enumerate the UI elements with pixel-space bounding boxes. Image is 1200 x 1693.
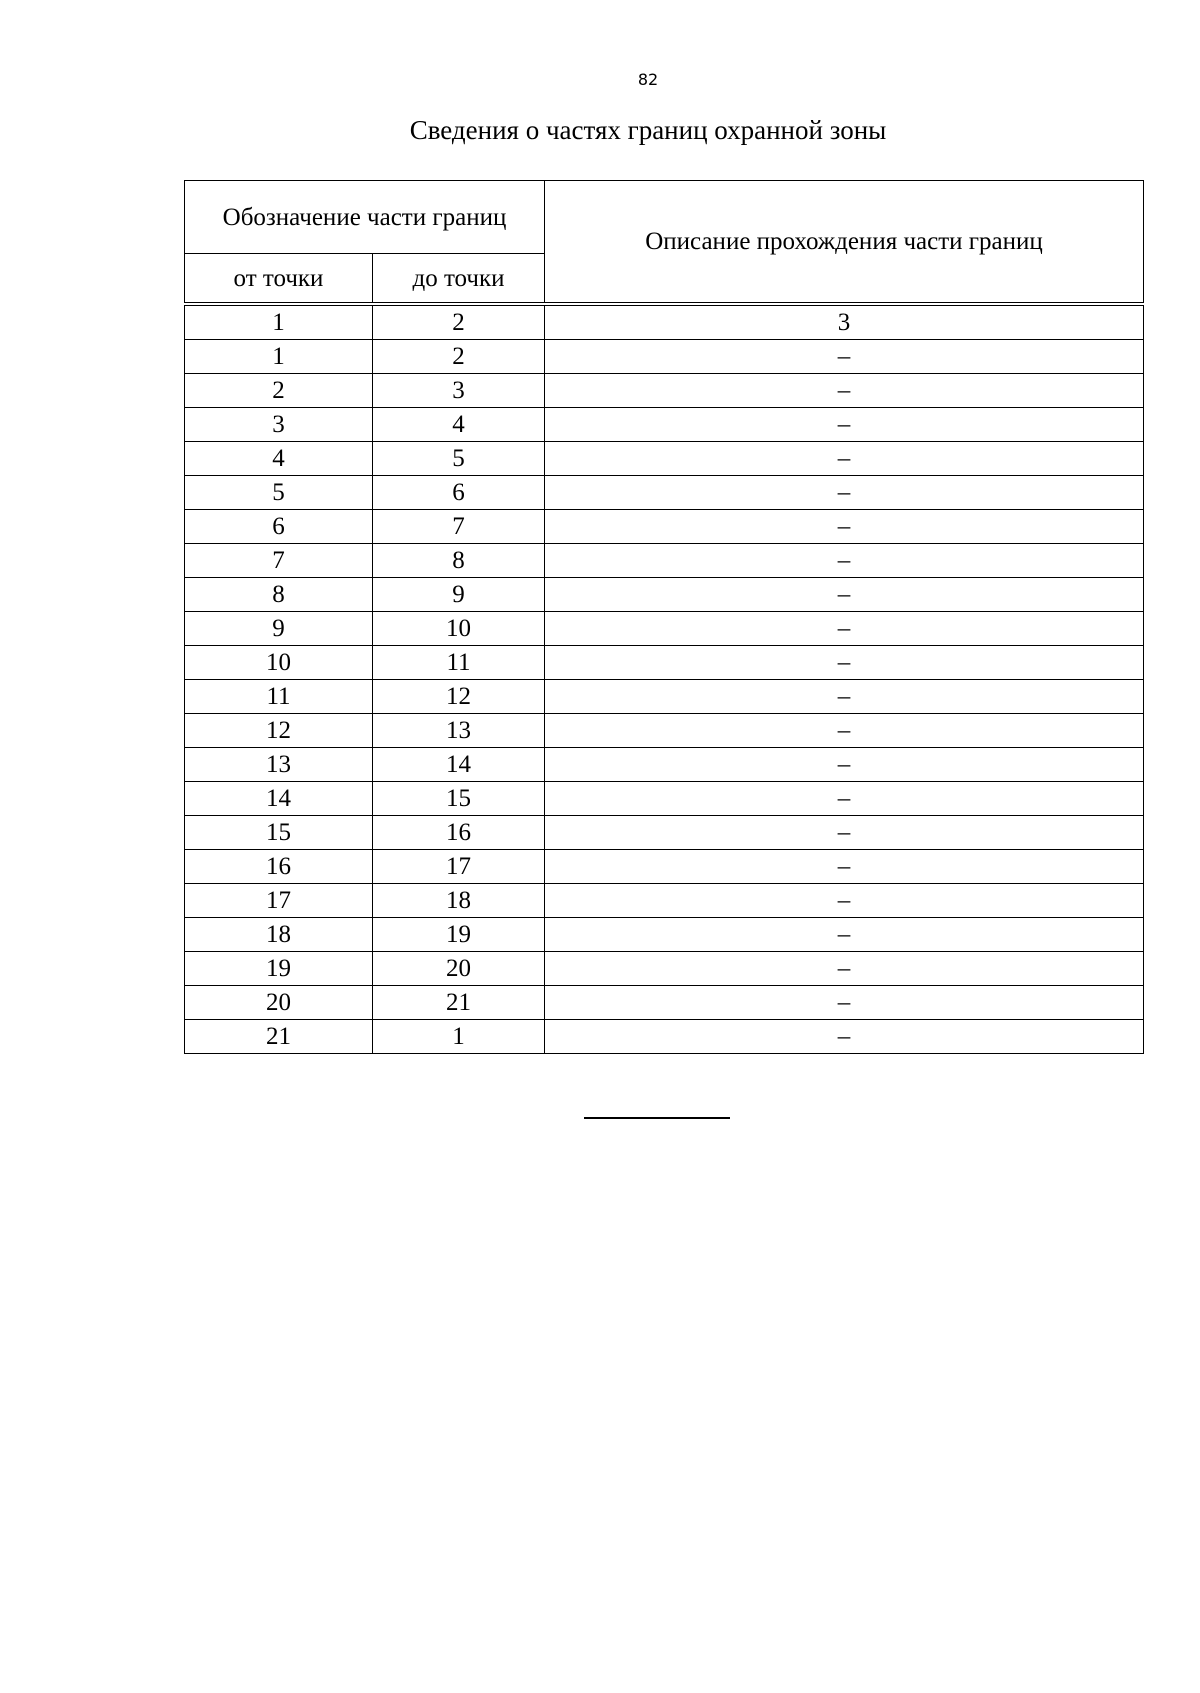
description-cell: – [545, 1020, 1144, 1054]
to-point-cell: 2 [373, 340, 545, 374]
description-cell: – [545, 510, 1144, 544]
table-row [185, 544, 1144, 578]
description-cell: – [545, 952, 1144, 986]
table-row [185, 884, 1144, 918]
table-row [185, 340, 1144, 374]
table-row [185, 782, 1144, 816]
description-cell: – [545, 476, 1144, 510]
description-cell: – [545, 544, 1144, 578]
description-cell: – [545, 374, 1144, 408]
to-point-cell: 19 [373, 918, 545, 952]
boundary-parts-table [184, 180, 1144, 1054]
description-cell: – [545, 816, 1144, 850]
to-point-cell: 6 [373, 476, 545, 510]
column-number-row [185, 306, 1144, 340]
description-cell: – [545, 782, 1144, 816]
table-row [185, 646, 1144, 680]
from-point-cell: 10 [185, 646, 373, 680]
from-point-cell: 21 [185, 1020, 373, 1054]
from-point-cell: 17 [185, 884, 373, 918]
table-row [185, 612, 1144, 646]
description-cell: – [545, 918, 1144, 952]
column-number: 1 [185, 306, 373, 340]
description-cell: – [545, 748, 1144, 782]
table-header [184, 180, 1144, 303]
column-number: 3 [545, 306, 1144, 340]
to-point-cell: 21 [373, 986, 545, 1020]
header-description: Описание прохождения части границ [545, 181, 1144, 303]
to-point-cell: 12 [373, 680, 545, 714]
description-cell: – [545, 442, 1144, 476]
from-point-cell: 1 [185, 340, 373, 374]
from-point-cell: 9 [185, 612, 373, 646]
to-point-cell: 3 [373, 374, 545, 408]
to-point-cell: 17 [373, 850, 545, 884]
description-cell: – [545, 884, 1144, 918]
description-cell: – [545, 850, 1144, 884]
to-point-cell: 10 [373, 612, 545, 646]
page-title: Сведения о частях границ охранной зоны [409, 115, 887, 145]
from-point-cell: 12 [185, 714, 373, 748]
table-row [185, 748, 1144, 782]
column-number: 2 [373, 306, 545, 340]
table-row [185, 680, 1144, 714]
header-designation: Обозначение части границ [185, 181, 545, 254]
from-point-cell: 6 [185, 510, 373, 544]
from-point-cell: 15 [185, 816, 373, 850]
to-point-cell: 13 [373, 714, 545, 748]
description-cell: – [545, 646, 1144, 680]
to-point-cell: 18 [373, 884, 545, 918]
from-point-cell: 2 [185, 374, 373, 408]
description-cell: – [545, 340, 1144, 374]
to-point-cell: 4 [373, 408, 545, 442]
table-row [185, 374, 1144, 408]
to-point-cell: 9 [373, 578, 545, 612]
table-row [185, 408, 1144, 442]
from-point-cell: 5 [185, 476, 373, 510]
description-cell: – [545, 612, 1144, 646]
description-cell: – [545, 408, 1144, 442]
table-row [185, 442, 1144, 476]
to-point-cell: 11 [373, 646, 545, 680]
description-cell: – [545, 578, 1144, 612]
from-point-cell: 13 [185, 748, 373, 782]
table-row [185, 714, 1144, 748]
to-point-cell: 8 [373, 544, 545, 578]
table-row [185, 510, 1144, 544]
to-point-cell: 5 [373, 442, 545, 476]
description-cell: – [545, 986, 1144, 1020]
end-divider [584, 1117, 730, 1119]
table-body [184, 305, 1144, 1054]
table-row [185, 578, 1144, 612]
to-point-cell: 1 [373, 1020, 545, 1054]
page-number: 82 [637, 70, 659, 89]
from-point-cell: 14 [185, 782, 373, 816]
table-row [185, 816, 1144, 850]
table-row [185, 850, 1144, 884]
from-point-cell: 11 [185, 680, 373, 714]
table-row [185, 1020, 1144, 1054]
to-point-cell: 14 [373, 748, 545, 782]
from-point-cell: 3 [185, 408, 373, 442]
description-cell: – [545, 680, 1144, 714]
from-point-cell: 20 [185, 986, 373, 1020]
from-point-cell: 16 [185, 850, 373, 884]
description-cell: – [545, 714, 1144, 748]
header-to-point: до точки [373, 254, 545, 303]
to-point-cell: 20 [373, 952, 545, 986]
from-point-cell: 7 [185, 544, 373, 578]
from-point-cell: 18 [185, 918, 373, 952]
to-point-cell: 16 [373, 816, 545, 850]
to-point-cell: 15 [373, 782, 545, 816]
table-row [185, 918, 1144, 952]
header-from-point: от точки [185, 254, 373, 303]
table-row [185, 952, 1144, 986]
table-row [185, 986, 1144, 1020]
from-point-cell: 4 [185, 442, 373, 476]
from-point-cell: 19 [185, 952, 373, 986]
to-point-cell: 7 [373, 510, 545, 544]
table-row [185, 476, 1144, 510]
from-point-cell: 8 [185, 578, 373, 612]
